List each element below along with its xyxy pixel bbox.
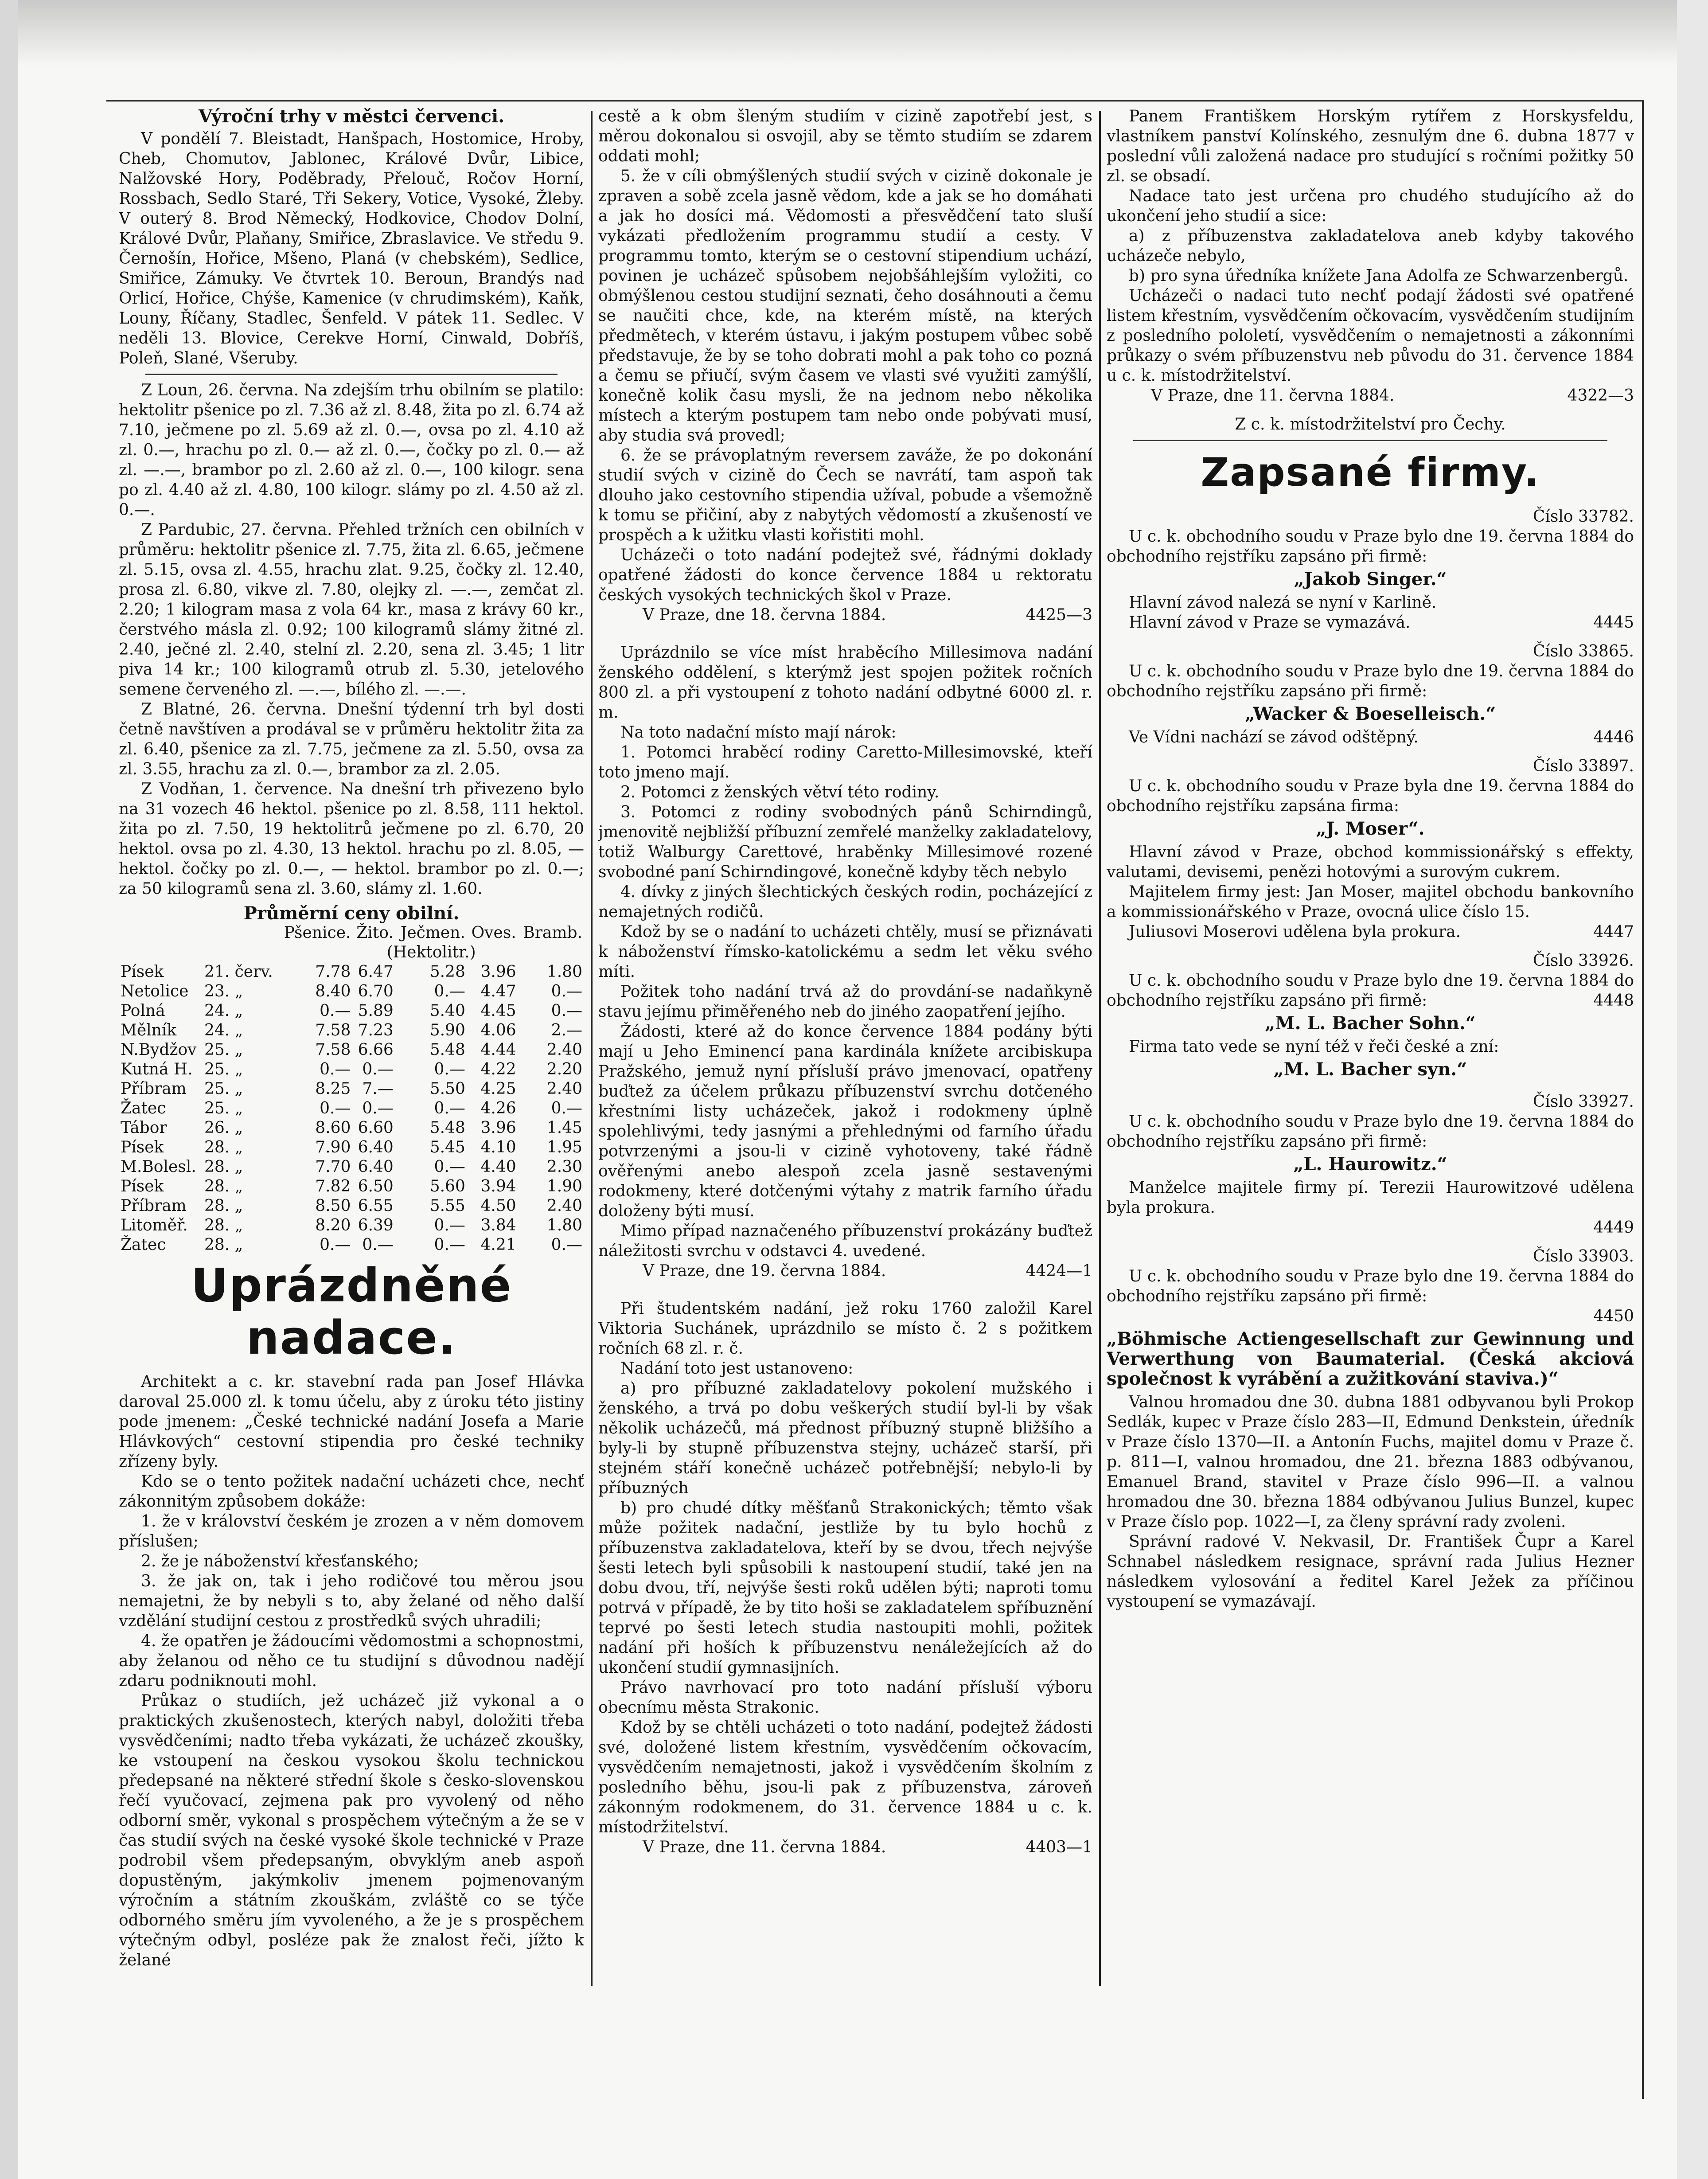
price-date: 25. „ xyxy=(204,1060,243,1078)
signature-place: V Praze, dne 19. června 1884. xyxy=(643,1262,886,1280)
price-value: 5.89 xyxy=(358,1002,394,1020)
signature-place: V Praze, dne 11. června 1884. xyxy=(643,1838,886,1856)
signature-place: V Praze, dne 11. června 1884. xyxy=(1151,387,1395,405)
nadace-paragraph: 2. že je náboženství křesťanského; xyxy=(141,1552,419,1570)
price-value: 0.— xyxy=(434,982,465,1000)
price-value: 5.48 xyxy=(429,1119,465,1137)
price-value: 0.— xyxy=(551,982,582,1000)
suchanek-notice: Právo navrhovací pro toto nadání přísluší výboru obecnímu města Strakonic. xyxy=(598,1679,1092,1717)
firm-intro: U c. k. obchodního soudu v Praze bylo dne 19. června 1884 do obchodního rejstříku zapsáno při firmě: xyxy=(1107,1113,1634,1151)
millesimo-notice: 3. Potomci z rodiny svobodných pánů Schirndingů, jmenovitě nejbližší příbuzní zemřelé manželky zakladatelovy, totiž Walburgy Carettové, hraběnky Millesimové rozené svobodné paní Schirndingové, konečně kdyby těch nebylo xyxy=(598,803,1092,881)
price-value: 5.90 xyxy=(429,1021,465,1039)
price-value: 4.10 xyxy=(480,1138,516,1156)
price-value: 4.21 xyxy=(480,1236,516,1254)
market-report-blatna: Z Blatné, 26. června. Dnešní týdenní trh byl dosti četně navštíven a prodával se v průměru hektolitr žita za zl. 6.40, pšenice za zl. 7.75, ječmene za zl. 5.50, ovsa za zl. 3.55, hrachu za zl. 0.—, brambor za zl. 2.05. xyxy=(119,700,584,778)
price-town: Tábor xyxy=(121,1119,167,1137)
firm-text xyxy=(1107,922,1634,942)
price-value: 4.40 xyxy=(480,1158,516,1176)
column-rule-1 xyxy=(591,111,593,1986)
price-value: 4.26 xyxy=(480,1099,516,1117)
firm-text: Valnou hromadou dne 30. dubna 1881 odbyvanou byli Prokop Sedlák, kupec v Praze číslo 283—II, Edmund Denkstein, úředník v Praze číslo 1370—II. a Antonín Fuchs, majitel domu v Praze č. p. 811—I, valnou hromadou, dne 21. března 1883 odbývanou, Emanuel Brand, stavitel v Praze číslo 996—II. a valnou hromadou dne 30. března 1884 odbývanou Julius Bunzel, kupec v Praze číslo pop. 1022—I, za členy správní rady zvoleni. xyxy=(1107,1393,1634,1531)
price-value: 6.39 xyxy=(358,1216,394,1234)
top-frame-line xyxy=(106,100,1644,102)
price-row xyxy=(119,1157,584,1177)
firm-number: Číslo 33926. xyxy=(1533,952,1634,970)
prices-header-row xyxy=(119,923,584,943)
price-value: 6.40 xyxy=(358,1158,394,1176)
price-row xyxy=(119,1177,584,1196)
notice-number: 4448 xyxy=(1593,992,1634,1010)
nadace-continued: 6. že se právoplatným reversem zaváže, že po dokonání studií svých v cizině do Čech se navrátí, tam aspoň tak dlouho jako cestovního stipendia užíval, pobude a všemožně k tomu se přičiní, aby z nabytých vědomostí a zkušeností ve prospěch a k užitku vlasti kořistiti mohl. xyxy=(598,446,1092,544)
firm-text-part: Juliusovi Moserovi udělena byla prokura. xyxy=(1129,923,1461,941)
price-row xyxy=(119,1060,584,1079)
prices-unit-row xyxy=(119,943,584,962)
price-date: 24. „ xyxy=(204,1021,243,1039)
price-row xyxy=(119,1001,584,1021)
suchanek-notice: Kdož by se chtěli ucházeti o toto nadání, podejtež žádosti své, doložené listem křestním, vysvědčením očkovacím, vysvědčením nemajetnosti, jakož i vysvědčením školním z posledního běhu, jsou-li pak z příbuzenstva, zároveň zákonným rodokmenem, do 31. července 1884 u c. k. místodržitelství. xyxy=(598,1718,1092,1836)
price-value: 6.50 xyxy=(358,1177,394,1195)
notice-number: 4450 xyxy=(1593,1307,1634,1325)
price-value: 0.— xyxy=(320,1002,351,1020)
price-value: 0.— xyxy=(551,1002,582,1020)
notice-number: 4403—1 xyxy=(1026,1838,1092,1856)
notice-number: 4424—1 xyxy=(1026,1262,1092,1280)
price-value: 2.30 xyxy=(546,1158,582,1176)
millesimo-notice: 4. dívky z jiných šlechtických českých rodin, pocházející z nemajetných rodičů. xyxy=(598,883,1092,921)
price-date: 25. „ xyxy=(204,1080,243,1098)
column-rule-2 xyxy=(1099,111,1101,1986)
price-row xyxy=(119,1099,584,1118)
price-value: 5.60 xyxy=(429,1177,465,1195)
price-town: N.Bydžov xyxy=(121,1041,197,1059)
horsky-notice: Ucházeči o nadaci tuto nechť podají žádosti své opatřené listem křestním, vysvědčením očkovacím, vysvědčením studijním z posledního pololetí, vysvědčením o nemajetnosti a zákonními průkazy o svém příbuzenstvu neb původu do 31. července 1884 u c. k. místodržitelství. xyxy=(1107,287,1634,385)
price-date: 26. „ xyxy=(204,1119,243,1137)
price-value: 0.— xyxy=(434,1099,465,1117)
firm-name: „Jakob Singer.“ xyxy=(1294,569,1447,590)
horsky-notice: b) pro syna úředníka knížete Jana Adolfa ze Schwarzenbergů. xyxy=(1129,267,1629,285)
price-row xyxy=(119,1235,584,1255)
price-town: Mělník xyxy=(121,1021,177,1039)
prices-heading: Průměrní ceny obilní. xyxy=(243,903,460,924)
price-value: 6.70 xyxy=(358,982,394,1000)
price-value: 0.— xyxy=(320,1099,351,1117)
signature-line xyxy=(598,1837,1092,1857)
signature-line xyxy=(598,605,1092,625)
price-value: 7.58 xyxy=(315,1021,351,1039)
price-value: 0.— xyxy=(320,1236,351,1254)
firm-number: Číslo 33903. xyxy=(1533,1247,1634,1265)
price-date: 28. „ xyxy=(204,1216,243,1234)
price-value: 2.20 xyxy=(546,1060,582,1078)
column-header: Žito. xyxy=(356,924,394,942)
nadace-continued: Ucházeči o toto nadání podejtež své, řádnými doklady opatřené žádosti do konce července 1884 u rektoratu českých vysokých technických škol v Praze. xyxy=(598,546,1092,604)
price-value: 8.50 xyxy=(315,1197,351,1215)
price-value: 0.— xyxy=(320,1060,351,1078)
column-3 xyxy=(1107,106,1634,2030)
price-date: 28. „ xyxy=(204,1138,243,1156)
price-date: 28. „ xyxy=(204,1177,243,1195)
price-town: Písek xyxy=(121,963,164,981)
column-header: Pšenice. xyxy=(284,924,351,942)
price-date: 28. „ xyxy=(204,1236,243,1254)
scan-right-edge xyxy=(1677,0,1708,2179)
nadace-paragraph: 1. že v království českém je zrozen a v něm domovem příslušen; xyxy=(119,1512,584,1550)
firm-name-czech: „M. L. Bacher syn.“ xyxy=(1273,1059,1467,1080)
column-header: Ječmen. xyxy=(400,924,465,942)
price-value: 3.96 xyxy=(480,963,516,981)
millesimo-notice: Uprázdnilo se více míst hraběcího Millesimova nadání ženského oddělení, s kterýmž jest spojen požitek ročních 800 zl. a při vystoupení z tohoto nadání odbytné 6000 zl. r. m. xyxy=(598,644,1092,722)
millesimo-notice: Žádosti, které až do konce července 1884 podány býti mají u Jeho Eminencí pana kardinála knížete arcibiskupa Pražského, jemuž nyní přísluší právo jmenovací, opatřeny buďtež za účelem průkazu příbuzenství svrchu dotčeného křestními listy ucházeček, jakož i rodokmeny úplně spolehlivými, tedy jasnými a přehlednými od farního úřadu potvrzenými a jsou-li v cizině vyhotoveny, také řádně ověřenými anebo alespoň zcela jasně sestavenými rodokmeny, které dotčenými výtahy z matrik farního úřadu doloženy býti musí. xyxy=(598,1023,1092,1220)
price-value: 0.— xyxy=(362,1060,394,1078)
firm-number: Číslo 33897. xyxy=(1533,757,1634,775)
prices-unit: (Hektolitr.) xyxy=(386,943,476,961)
price-value: 1.45 xyxy=(546,1119,582,1137)
firm-text: Hlavní závod v Praze, obchod kommissionářský s effekty, valutami, devisemi, penězi hotovými a surovým cukrem. xyxy=(1107,843,1634,881)
firm-intro-part: U c. k. obchodního soudu v Praze bylo dne 19. června 1884 do obchodního rejstříku zapsáno při firmě: xyxy=(1107,972,1634,1010)
price-row xyxy=(119,1138,584,1157)
notice-number: 4449 xyxy=(1593,1218,1634,1237)
authority-line: Z c. k. místodržitelství pro Čechy. xyxy=(1235,415,1506,433)
nadace-paragraph: 3. že jak on, tak i jeho rodičové tou měrou jsou nemajetni, že by nebyli s to, aby želané od něho další vzdělání studijní cestou z prostředků svých uhradili; xyxy=(119,1572,584,1630)
scan-shadow xyxy=(0,0,1708,66)
price-date: 28. „ xyxy=(204,1158,243,1176)
price-row xyxy=(119,1021,584,1040)
price-value: 0.— xyxy=(434,1236,465,1254)
price-value: 5.55 xyxy=(429,1197,465,1215)
price-value: 7.58 xyxy=(315,1041,351,1059)
firm-name: „L. Haurowitz.“ xyxy=(1293,1154,1447,1175)
price-value: 1.80 xyxy=(546,1216,582,1234)
firm-intro xyxy=(1107,971,1634,1011)
millesimo-notice: Požitek toho nadání trvá až do provdání-se nadaňkyně stavu jejímu přiměřeného neb do jiného zaopatření jejího. xyxy=(598,983,1092,1021)
price-value: 7.23 xyxy=(358,1021,394,1039)
price-value: 2.40 xyxy=(546,1080,582,1098)
firm-name: „Böhmische Actiengesellschaft zur Gewinnung und Verwerthung von Baumaterial. (Česká akciová společnost k vyrábění a zužitkování staviva.)“ xyxy=(1107,1328,1634,1389)
price-town: Příbram xyxy=(121,1080,187,1098)
price-town: Netolice xyxy=(121,982,189,1000)
price-row xyxy=(119,962,584,982)
price-value: 0.— xyxy=(434,1158,465,1176)
firm-text-part: Hlavní závod v Praze se vymazává. xyxy=(1129,613,1411,632)
horsky-notice: Nadace tato jest určena pro chudého studujícího až do ukončení jeho studií a sice: xyxy=(1107,187,1634,225)
price-value: 7.90 xyxy=(315,1138,351,1156)
price-row xyxy=(119,1216,584,1235)
grain-prices-table xyxy=(119,923,584,1255)
scan-left-edge xyxy=(0,0,18,2179)
price-date: 25. „ xyxy=(204,1099,243,1117)
price-value: 1.90 xyxy=(546,1177,582,1195)
price-town: Příbram xyxy=(121,1197,187,1215)
price-value: 0.— xyxy=(362,1236,394,1254)
millesimo-notice: Na toto nadační místo mají nárok: xyxy=(620,723,897,742)
price-row xyxy=(119,1079,584,1099)
price-row xyxy=(119,1040,584,1060)
price-value: 3.84 xyxy=(480,1216,516,1234)
price-value: 8.25 xyxy=(315,1080,351,1098)
price-town: Písek xyxy=(121,1177,164,1195)
firm-intro: U c. k. obchodního soudu v Praze byla dne 19. června 1884 do obchodního rejstříku zapsána firma: xyxy=(1107,777,1634,815)
firm-number: Číslo 33782. xyxy=(1533,508,1634,526)
column-1 xyxy=(119,106,584,2030)
price-value: 7.78 xyxy=(315,963,351,981)
firm-text: Manželce majitele firmy pí. Terezii Haurowitzové udělena byla prokura. xyxy=(1107,1179,1634,1217)
millesimo-notice: Kdož by se o nadání to ucházeti chtěly, musí se přiznávati k náboženství římsko-katolickému a sedm let věku svého míti. xyxy=(598,923,1092,981)
notice-number: 4445 xyxy=(1593,613,1634,632)
price-value: 8.20 xyxy=(315,1216,351,1234)
price-town: Litoměř. xyxy=(121,1216,188,1234)
nadace-paragraph: Průkaz o studiích, jež ucházeč již vykonal a o praktických zkušenostech, kterých nabyl, doložiti třeba vysvědčeními; nadto třeba vykázati, že ucházeč zkoušky, ke vstoupení na českou vysokou školu technickou předepsané na některé střední škole s česko-slovenskou řečí vyučovací, zejmena pak pro vyvolený od něho odborní směr, vykonal s prospěchem výtečným a že se v čas studií svých na české vysoké škole technické v Praze podrobil všem předepsaným, obvyklým aneb aspoň dopustěným, jakýmkoliv jmenem pojmenovaným výročním a státním zkouškám, zvláště co se týče odborného směru jím vyvoleného, a že je s prospěchem výtečným odbyl, posléze pak že znalost řeči, jížto k želané xyxy=(119,1692,584,1969)
suchanek-notice: Nadání toto jest ustanoveno: xyxy=(620,1359,854,1378)
price-row xyxy=(119,982,584,1001)
firm-text xyxy=(1107,613,1634,633)
price-value: 4.44 xyxy=(480,1041,516,1059)
firm-intro: U c. k. obchodního soudu v Praze bylo dne 19. června 1884 do obchodního rejstříku zapsáno při firmě: xyxy=(1107,1267,1634,1305)
millesimo-notice: Mimo případ naznačeného příbuzenství prokázány buďtež náležitosti svrchu v odstavci 4. uvedené. xyxy=(598,1222,1092,1260)
price-value: 2.40 xyxy=(546,1197,582,1215)
notice-number: 4322—3 xyxy=(1567,387,1634,405)
suchanek-notice: a) pro příbuzné zakladatelovy pokolení mužského i ženského, a trvá po dobu veškerých studií byl-li by však několik ucházečů, má přednost příbuzný stupně bližšího a byly-li by stupně příbuzenstva stejny, ucházeč starší, při stejném stáří konečně ucházeč potřebnější; nebylo-li by příbuzných xyxy=(598,1379,1092,1497)
price-value: 7.82 xyxy=(315,1177,351,1195)
price-value: 4.25 xyxy=(480,1080,516,1098)
notice-number: 4446 xyxy=(1593,728,1634,746)
price-value: 0.— xyxy=(362,1099,394,1117)
firm-text xyxy=(1107,727,1634,747)
price-row xyxy=(119,1196,584,1216)
price-town: M.Bolesl. xyxy=(121,1158,196,1176)
price-value: 5.50 xyxy=(429,1080,465,1098)
price-value: 8.40 xyxy=(315,982,351,1000)
price-value: 3.96 xyxy=(480,1119,516,1137)
price-value: 5.40 xyxy=(429,1002,465,1020)
prices-body xyxy=(119,962,584,1255)
firm-name: „J. Moser“. xyxy=(1316,818,1425,839)
market-report-vodnany: Z Vodňan, 1. července. Na dnešní trh přivezeno bylo na 31 vozech 46 hektol. pšenice po zl. 8.58, 111 hektol. žita po zl. 7.50, 19 hektolitrů ječmene po zl. 6.70, 20 hektol. ovsa po zl. 4.30, 13 hektol. hrachu po zl. 8.05, — hektol. čočky po zl. 0.—, — hektol. brambor po zl. 0.—; za 50 kilogramů sena zl. 3.60, slámy zl. 1.60. xyxy=(119,780,584,898)
price-value: 1.80 xyxy=(546,963,582,981)
firms-heading: Zapsané firmy. xyxy=(1201,449,1540,495)
price-value: 6.47 xyxy=(358,963,394,981)
firm-name: „Wacker & Boeselleisch.“ xyxy=(1244,703,1496,724)
signature-place: V Praze, dne 18. června 1884. xyxy=(643,606,886,624)
nadace-continued: cestě a k obm šleným studiím v cizině zapotřebí jest, s měrou dokonalou si osvojil, aby se těmto studiím se zdarem oddati mohl; xyxy=(598,107,1092,165)
firm-number: Číslo 33865. xyxy=(1533,642,1634,660)
millesimo-notice: 2. Potomci z ženských větví této rodiny. xyxy=(620,783,940,801)
horsky-notice: Panem Františkem Horským rytířem z Horskysfeldu, vlastníkem panství Kolínského, zesnulým dne 6. dubna 1877 v poslední vůli založená nadace pro studující s ročními požitky 50 zl. se obsadí. xyxy=(1107,107,1634,185)
price-value: 2.40 xyxy=(546,1041,582,1059)
price-value: 5.48 xyxy=(429,1041,465,1059)
price-value: 1.95 xyxy=(546,1138,582,1156)
nadace-heading: Uprázdněné nadace. xyxy=(191,1258,512,1365)
column-2 xyxy=(598,106,1092,2030)
nadace-paragraph: Architekt a c. kr. stavební rada pan Josef Hlávka daroval 25.000 zl. k tomu účelu, aby z úroku této jistiny pode jmenem: „České technické nadání Josefa a Marie Hlávkových“ cestovní stipendia pro české techniky zřízeny byly. xyxy=(119,1373,584,1471)
price-value: 6.40 xyxy=(358,1138,394,1156)
price-date: 23. „ xyxy=(204,982,243,1000)
price-date: 24. „ xyxy=(204,1002,243,1020)
price-value: 0.— xyxy=(434,1216,465,1234)
price-town: Polná xyxy=(121,1002,165,1020)
firm-intro: U c. k. obchodního soudu v Praze bylo dne 19. června 1884 do obchodního rejstříku zapsáno při firmě: xyxy=(1107,662,1634,700)
suchanek-notice: Při študentském nadání, jež roku 1760 založil Karel Viktoria Suchánek, uprázdnilo se místo č. 2 s požitkem ročních 68 zl. r. č. xyxy=(598,1300,1092,1358)
price-value: 6.66 xyxy=(358,1041,394,1059)
firm-text: Hlavní závod nalezá se nyní v Karlině. xyxy=(1129,594,1437,612)
price-date: 21. červ. xyxy=(204,963,273,981)
market-report-louny: Z Loun, 26. června. Na zdejším trhu obilním se platilo: hektolitr pšenice po zl. 7.36 až zl. 8.48, žita po zl. 6.74 až 7.10, ječmene po zl. 5.69 až zl. 0.—, ovsa po zl. 4.10 až zl. 0.—, hrachu po zl. 0.— až zl. 0.—, čočky po zl. 0.— až zl. —.—, brambor po zl. 2.60 až zl. 0.—, 100 kilogr. sena po zl. 4.40 až zl. 4.80, 100 kilogr. slámy po zl. 4.50 až zl. 0.—. xyxy=(119,381,584,519)
price-value: 4.47 xyxy=(480,982,516,1000)
firm-number: Číslo 33927. xyxy=(1533,1093,1634,1111)
price-value: 5.45 xyxy=(429,1138,465,1156)
price-value: 6.55 xyxy=(358,1197,394,1215)
column-header: Bramb. xyxy=(523,924,582,942)
price-town: Kutná H. xyxy=(121,1060,193,1078)
notice-number: 4425—3 xyxy=(1026,606,1092,624)
notice-number: 4447 xyxy=(1593,923,1634,941)
price-town: Písek xyxy=(121,1138,164,1156)
firm-text: Správní radové V. Nekvasil, Dr. František Čupr a Karel Schnabel následkem resignace, správní rada Julius Hezner následkem vylosování a ředitel Karel Ježek za příčinou vystoupení se vymazávají. xyxy=(1107,1533,1634,1611)
divider xyxy=(1133,440,1607,441)
signature-line xyxy=(1107,386,1634,406)
firm-text-part: Ve Vídni nachází se závod odštěpný. xyxy=(1129,728,1419,746)
firm-text: Majitelem firmy jest: Jan Moser, majitel obchodu bankovního a kommissionářského v Praze, ovocná ulice číslo 15. xyxy=(1107,883,1634,921)
nadace-paragraph: Kdo se o tento požitek nadační ucházeti chce, nechť zákonnitým způsobem dokáže: xyxy=(119,1472,584,1511)
markets-heading: Výroční trhy v městci červenci. xyxy=(198,106,505,127)
price-date: 25. „ xyxy=(204,1041,243,1059)
right-frame-line xyxy=(1642,100,1644,2099)
divider xyxy=(145,374,558,375)
price-value: 5.28 xyxy=(429,963,465,981)
price-town: Žatec xyxy=(121,1099,166,1117)
firm-intro: U c. k. obchodního soudu v Praze bylo dne 19. června 1884 do obchodního rejstříku zapsáno při firmě: xyxy=(1107,527,1634,566)
price-row xyxy=(119,1118,584,1138)
price-date: 28. „ xyxy=(204,1197,243,1215)
price-value: 0.— xyxy=(551,1236,582,1254)
markets-text: V pondělí 7. Bleistadt, Hanšpach, Hostomice, Hroby, Cheb, Chomutov, Jablonec, Králové Dvůr, Libice, Nalžovské Hory, Poděbrady, Přelouč, Ročov Horní, Rossbach, Sedlo Staré, Tři Sekery, Votice, Vysoké, Žleby. V outerý 8. Brod Německý, Hodkovice, Chodov Dolní, Králové Dvůr, Plaňany, Smiřice, Zbraslavice. Ve středu 9. Černošín, Hořice, Mšeno, Planá (v chebském), Sedlice, Smiřice, Zámuky. Ve čtvrtek 10. Beroun, Brandýs nad Orlicí, Hořice, Chýše, Kamenice (v chrudimském), Kaňk, Louny, Říčany, Stadlec, Šenfeld. V pátek 11. Sedlec. V neděli 13. Blovice, Cerekve Horní, Cinwald, Dobříš, Poleň, Slané, Všeruby. xyxy=(119,130,584,367)
signature-line xyxy=(598,1261,1092,1281)
price-value: 4.45 xyxy=(480,1002,516,1020)
firm-name: „M. L. Bacher Sohn.“ xyxy=(1265,1013,1476,1034)
horsky-notice: a) z příbuzenstva zakladatelova aneb kdyby takového ucházeče nebylo, xyxy=(1107,227,1634,265)
nadace-paragraph: 4. že opatřen je žádoucími vědomostmi a schopnostmi, aby želanou od něho ce tu studijní s důvodnou nadějí zdaru podniknouti mohl. xyxy=(119,1632,584,1690)
price-value: 3.94 xyxy=(480,1177,516,1195)
price-value: 0.— xyxy=(434,1060,465,1078)
millesimo-notice: 1. Potomci hraběcí rodiny Caretto-Millesimovské, kteří toto jmeno mají. xyxy=(598,743,1092,781)
price-value: 4.06 xyxy=(480,1021,516,1039)
price-value: 4.22 xyxy=(480,1060,516,1078)
price-value: 7.70 xyxy=(315,1158,351,1176)
price-value: 4.50 xyxy=(480,1197,516,1215)
price-value: 6.60 xyxy=(358,1119,394,1137)
market-report-pardubice: Z Pardubic, 27. června. Přehled tržních cen obilních v průměru: hektolitr pšenice zl. 7.75, žita zl. 6.65, ječmene zl. 5.15, ovsa zl. 4.55, hrachu zlat. 9.25, čočky zl. 12.40, prosa zl. 6.80, vikve zl. 7.80, olejky zl. —.—, zemčat zl. 2.20; 1 kilogram masa z vola 64 kr., masa z krávy 60 kr., čerstvého másla zl. 0.92; 100 kilogramů slámy žitné zl. 2.40, ječné zl. 2.40, stelní zl. 2.20, sena zl. 3.45; 1 litr piva 14 kr.; 100 kilogramů otrub zl. 5.30, jetelového semene červeného zl. —.—, bílého zl. —.—. xyxy=(119,521,584,699)
price-value: 2.— xyxy=(551,1021,582,1039)
column-header: Oves. xyxy=(471,924,516,942)
firm-text: Firma tato vede se nyní též v řeči české a zní: xyxy=(1129,1038,1499,1056)
suchanek-notice: b) pro chudé dítky měšťanů Strakonických; těmto však může požitek nadační, jestliže by tu bylo hochů z příbuzenstva zakladatelova, kteří by se dvou, třech nejvýše šesti letech byli spůsobili k nastoupení studií, také jen na dobu dvou, tří, nejvýše šesti roků udělen býti; naproti tomu potrvá v případě, že by tito hoši se zakladatelem spříbuznění teprvé po šesti letech studia nastoupiti mohli, požitek nadání při hoších k příbuzenstvu nenáležejících až do ukončení studií gymnasijních. xyxy=(598,1499,1092,1677)
price-value: 7.— xyxy=(362,1080,394,1098)
price-town: Žatec xyxy=(121,1236,166,1254)
nadace-continued: 5. že v cíli obmýšlených studií svých v cizině dokonale je zpraven a sobě zcela jasně vědom, kde a jak se ho domáhati a jak ho dosíci má. Vědomosti a přesvědčení tato sluší vykázati předložením programmu studií a cesty. V programmu tomto, kterým se o cestovní stipendium uchází, povinen je ucházeč spůsobem nejobšáhlejším vyložiti, co obmýšlenou cestou studijní seznati, čeho dosáhnouti a čemu se naučiti chce, kde, na kterém místě, na kterých předmětech, v kterém ústavu, i jakým postupem vůbec sobě představuje, že by se toho dobrati mohl a pak toho co pozná a čemu se přiučí, svým časem ve vlasti své využiti zamýšlí, konečně kolik času mysli, že na jednom nebo několika místech a kterým postupem tam nebo onde pobývati musí, aby studia svá provedl; xyxy=(598,167,1092,445)
price-value: 8.60 xyxy=(315,1119,351,1137)
price-value: 0.— xyxy=(551,1099,582,1117)
